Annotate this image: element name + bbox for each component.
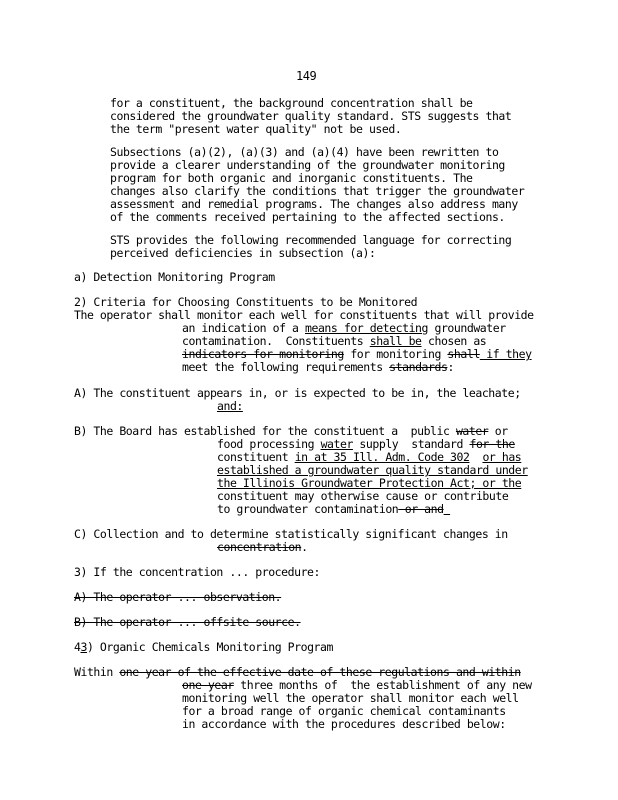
inserted-text: and: <box>217 399 243 413</box>
item-B-line6: constituent may otherwise cause or contribute <box>217 489 509 503</box>
inserted-text: water <box>320 437 353 451</box>
section-2-heading: 2) Criteria for Choosing Constituents to be Monitored <box>74 295 418 309</box>
deleted-item-A <box>74 591 281 604</box>
inserted-text: in at 35 Ill. Adm. Code 302 <box>294 450 470 464</box>
within-line2: one year three months of the establishment of any new <box>182 678 532 692</box>
deleted-text: one year <box>182 678 234 692</box>
para2-line4: changes also clarify the conditions that trigger the groundwater <box>110 184 525 198</box>
para2-line3: program for both organic and inorganic constituents. The <box>110 171 473 185</box>
item-B-line3: constituent in at 35 Ill. Adm. Code 302 or has <box>217 450 522 464</box>
item-B-line7: to groundwater contamination or and <box>217 503 450 516</box>
para2-line6: of the comments received pertaining to the affected sections. <box>110 210 505 224</box>
para2-line5: assessment and remedial programs. The changes also address many <box>110 197 518 211</box>
deleted-text: or and <box>398 502 444 516</box>
deleted-item-B <box>74 616 301 629</box>
inserted-text: the Illinois Groundwater Protection Act; or the <box>217 476 522 490</box>
deleted-text: indicators for monitoring <box>182 347 344 361</box>
para2-line2: provide a clearer understanding of the groundwater monitoring <box>110 158 505 172</box>
deleted-text: water <box>455 424 489 438</box>
deleted-text: B) The operator ... offsite source. <box>74 615 301 629</box>
para1-line3: the term "present water quality" not be used. <box>110 122 402 136</box>
section-2-line6: meet the following requirements standards: <box>182 360 454 374</box>
item-A-line2 <box>217 400 243 413</box>
section-a-heading: a) Detection Monitoring Program <box>74 270 275 284</box>
item-C-line1: C) Collection and to determine statistically significant changes in <box>74 527 508 541</box>
deleted-text: one year of the effective date of these regulations and within <box>119 665 521 679</box>
inserted-text: or has <box>482 450 522 464</box>
inserted-text: 3 <box>80 640 87 654</box>
item-A-line1: A) The constituent appears in, or is expected to be in, the leachate; <box>74 386 521 400</box>
section-2-line5: indicators for monitoring for monitoring shall if they <box>182 347 532 361</box>
inserted-text: established a groundwater quality standard under <box>217 463 528 477</box>
item-C-line2: concentration. <box>217 540 308 554</box>
deleted-text: A) The operator ... observation. <box>74 590 282 604</box>
deleted-text: standards <box>389 360 448 374</box>
section-2-line2: The operator shall monitor each well for constituents that will provide <box>74 308 534 322</box>
within-line4: for a broad range of organic chemical contaminants <box>182 704 506 718</box>
within-line3: monitoring well the operator shall monitor each well <box>182 691 519 705</box>
section-3-line: 3) If the concentration ... procedure: <box>74 565 320 579</box>
inserted-text <box>444 502 450 516</box>
para3-line1: STS provides the following recommended language for correcting <box>110 233 512 247</box>
deleted-text: concentration <box>217 540 302 554</box>
section-3-heading: 43) Organic Chemicals Monitoring Program <box>74 640 333 654</box>
section-2-line4: contamination. Constituents shall be chosen as <box>182 334 487 348</box>
within-line5: in accordance with the procedures described below: <box>182 717 506 731</box>
inserted-text: if they <box>479 347 532 361</box>
para1-line2: considered the groundwater quality standard. STS suggests that <box>110 109 512 123</box>
para1-line1: for a constituent, the background concentration shall be <box>110 96 473 110</box>
inserted-text: shall be <box>369 334 422 348</box>
deleted-text: for the <box>469 437 515 451</box>
page-number: 149 <box>296 69 317 83</box>
item-B-line2: food processing water supply standard for the <box>217 437 515 451</box>
para2-line1: Subsections (a)(2), (a)(3) and (a)(4) have been rewritten to <box>110 145 499 159</box>
within-line1: Within one year of the effective date of these regulations and within <box>74 665 521 679</box>
para3-line2: perceived deficiencies in subsection (a): <box>110 246 376 260</box>
deleted-text: shall <box>447 347 480 361</box>
inserted-text: means for detecting <box>305 321 428 335</box>
section-2-line3: an indication of a means for detecting groundwater <box>182 321 506 335</box>
item-B-line1: B) The Board has established for the constituent a public water or <box>74 424 508 438</box>
